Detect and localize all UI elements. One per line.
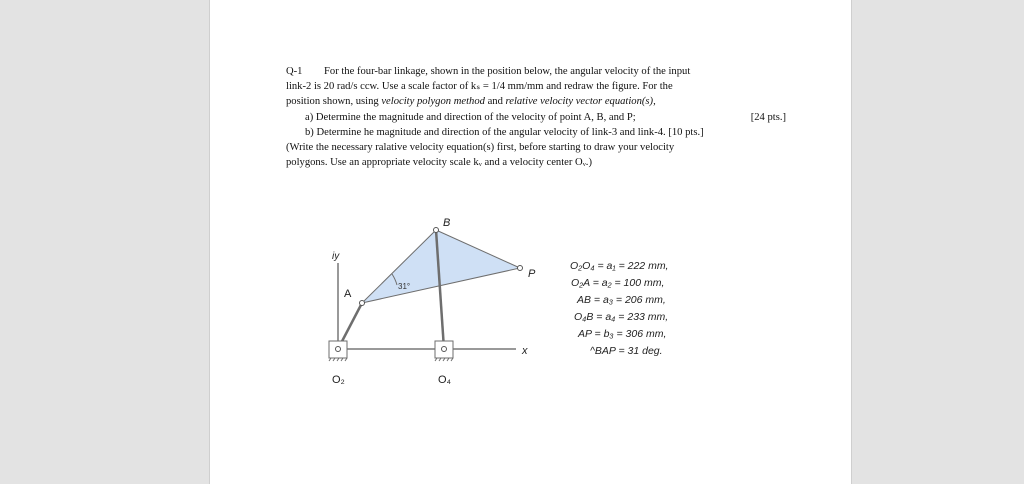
dim-bap: ^BAP = 31 deg. (590, 344, 663, 357)
velocity-polygon-method: velocity polygon method (381, 96, 485, 108)
dim-o2o4: O₂O₄ = a₁ = 222 mm, (570, 260, 669, 272)
four-bar-linkage-figure (310, 205, 550, 405)
intro-line-3 (286, 94, 786, 109)
label-p: P (528, 268, 536, 280)
relative-velocity-equation: relative velocity vector equation(s), (505, 96, 656, 108)
part-b: b) Determine he magnitude and direction of the angular velocity of link-3 and link-4. [10 pts.] (305, 126, 704, 138)
dim-o4b: O₄B = a₄ = 233 mm, (574, 310, 669, 323)
note-line-1: (Write the necessary ralative velocity equation(s) first, before starting to draw your velocity (286, 142, 675, 154)
part-a-text: a) Determine the magnitude and direction of the velocity of point A, B, and P; (305, 111, 636, 123)
label-x: x (522, 345, 528, 357)
part-a (286, 110, 786, 125)
pin-a (360, 301, 365, 306)
label-o2: O₂ (332, 374, 345, 386)
label-a: A (344, 288, 352, 300)
part-a-points: [24 pts.] (750, 111, 786, 123)
pin-o2 (336, 347, 341, 352)
pin-p (518, 266, 523, 271)
intro-line-1: For the four-bar linkage, shown in the position below, the angular velocity of the input (324, 66, 691, 77)
dim-o2a: O₂A = a₂ = 100 mm, (571, 276, 665, 289)
note-line-2: polygons. Use an appropriate velocity scale kᵥ and a velocity center Oᵥ.) (286, 157, 592, 169)
question-text (286, 64, 786, 170)
label-angle: 31° (398, 282, 411, 291)
label-iy: iy (332, 251, 340, 262)
dim-ab: AB = a₃ = 206 mm, (577, 293, 666, 306)
question-number: Q-1 (286, 66, 303, 77)
dimensions-list (570, 258, 668, 359)
intro-line-2: link-2 is 20 rad/s ccw. Use a scale factor of kₛ = 1/4 mm/mm and redraw the figure. For the (286, 81, 673, 93)
pin-b (434, 228, 439, 233)
intro-line-3-c: and (484, 96, 506, 108)
dim-ap: AP = b₃ = 306 mm, (578, 327, 667, 340)
document-page (209, 0, 852, 484)
intro-line-3-a: position shown, using (286, 96, 382, 108)
label-o4: O₄ (438, 374, 452, 386)
label-b: B (443, 217, 451, 229)
pin-o4 (442, 347, 447, 352)
